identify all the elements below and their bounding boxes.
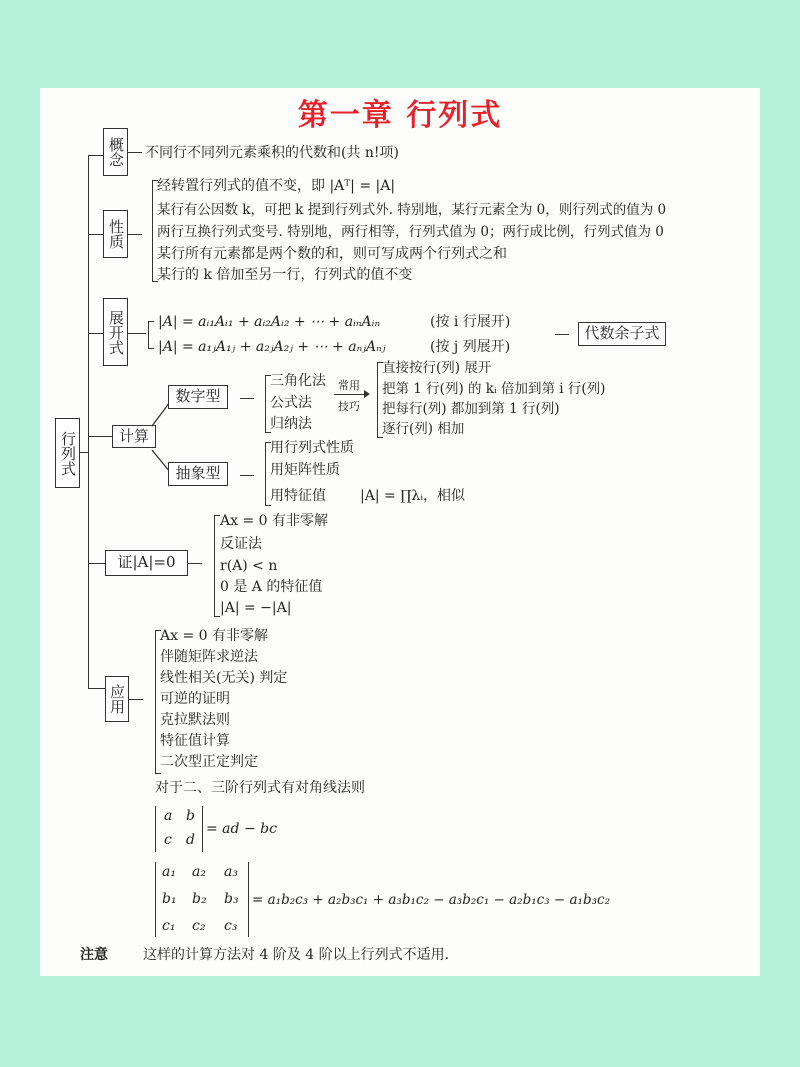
- property-item: 两行互换行列式变号. 特别地，两行相等，行列式值为 0；两行成比例，行列式值为 0: [157, 224, 664, 240]
- numeric-method: 归纳法: [270, 416, 312, 432]
- connector: [88, 436, 112, 437]
- prove-zero-item: r(A) < n: [220, 558, 278, 574]
- application-node: 应用: [105, 676, 129, 722]
- note-text: 这样的计算方法对 4 阶及 4 阶以上行列式不适用.: [143, 947, 450, 963]
- det-cell: c₂: [192, 918, 206, 934]
- concept-text: 不同行不同列元素乘积的代数和(共 n!项): [145, 145, 400, 161]
- property-item: 某行有公因数 k，可把 k 提到行列式外. 特别地，某行元素全为 0，则行列式的值为 0: [157, 202, 667, 218]
- row-expansion-note: (按 i 行展开): [430, 314, 511, 330]
- determinant-3x3: [155, 862, 249, 937]
- properties-node: 性质: [103, 210, 128, 258]
- property-item: 某行所有元素都是两个数的和，则可写成两个行列式之和: [157, 246, 507, 262]
- prove-zero-item: 0 是 A 的特征值: [220, 579, 323, 595]
- numeric-type-node: 数字型: [168, 385, 228, 409]
- column-expansion-formula: |A| = a₁ⱼA₁ⱼ + a₂ⱼA₂ⱼ + ⋯ + aₙⱼAₙⱼ: [158, 339, 386, 355]
- application-item: 线性相关(无关) 判定: [160, 670, 288, 686]
- application-item: 克拉默法则: [160, 712, 230, 728]
- connector: [129, 699, 143, 700]
- det-cell: c: [164, 832, 172, 848]
- abstract-method: 用行列式性质: [270, 440, 354, 456]
- det3-result: = a₁b₂c₃ + a₂b₃c₁ + a₃b₁c₂ − a₃b₂c₁ − a₂b₁c₃ − a₁b₃c₂: [252, 892, 610, 908]
- trick-item: 把第 1 行(列) 的 kᵢ 倍加到第 i 行(列): [382, 381, 606, 397]
- arrow-label-bottom: 技巧: [338, 400, 360, 413]
- expansion-node: 展开式: [103, 298, 128, 366]
- calculation-node: 计算: [112, 425, 156, 448]
- det-cell: b₁: [162, 891, 177, 907]
- connector: [128, 234, 142, 235]
- eigen-formula: |A| = ∏λᵢ，相似: [360, 488, 466, 504]
- column-expansion-note: (按 j 列展开): [430, 339, 511, 355]
- det-cell: a₁: [162, 864, 176, 880]
- det-cell: b₂: [192, 891, 207, 907]
- connector: [555, 334, 569, 335]
- application-item: 二次型正定判定: [160, 754, 258, 770]
- application-item: 可逆的证明: [160, 691, 230, 707]
- prove-zero-item: |A| = −|A|: [220, 600, 292, 616]
- det-cell: c₃: [224, 918, 238, 934]
- abstract-method: 用矩阵性质: [270, 462, 340, 478]
- arrowhead-icon: [364, 390, 370, 398]
- det-cell: b₃: [224, 891, 239, 907]
- application-item: 特征值计算: [160, 733, 230, 749]
- arrow-icon: [334, 394, 368, 395]
- prove-zero-item: Ax = 0 有非零解: [220, 513, 328, 529]
- connector: [88, 155, 103, 156]
- connector: [80, 452, 88, 453]
- trick-item: 把每行(列) 都加到第 1 行(列): [382, 401, 560, 417]
- prove-zero-item: 反证法: [220, 536, 262, 552]
- trick-item: 逐行(列) 相加: [382, 421, 465, 437]
- trick-item: 直接按行(列) 展开: [382, 360, 492, 376]
- det-cell: d: [186, 832, 195, 848]
- abstract-type-node: 抽象型: [168, 462, 228, 486]
- numeric-method: 三角化法: [270, 373, 326, 389]
- cofactor-node: 代数余子式: [578, 322, 666, 346]
- row-expansion-formula: |A| = aᵢ₁Aᵢ₁ + aᵢ₂Aᵢ₂ + ⋯ + aᵢₙAᵢₙ: [158, 314, 381, 330]
- property-item: 经转置行列式的值不变，即 |Aᵀ| = |A|: [157, 178, 396, 194]
- prove-zero-node: 证|A|=0: [105, 550, 188, 576]
- root-node: 行列式: [55, 418, 80, 488]
- note-label: 注意: [80, 947, 108, 963]
- det-cell: a₂: [192, 864, 206, 880]
- det2-result: = ad − bc: [206, 821, 277, 837]
- numeric-method: 公式法: [270, 395, 312, 411]
- det-cell: a: [164, 808, 173, 824]
- bracket: [148, 321, 154, 349]
- application-item: Ax = 0 有非零解: [160, 628, 268, 644]
- page-title: 第一章 行列式: [297, 98, 503, 133]
- connector: [188, 563, 202, 564]
- connector: [128, 333, 146, 334]
- connector: [88, 563, 105, 564]
- det-cell: a₃: [224, 864, 238, 880]
- connector: [240, 398, 254, 399]
- det-cell: b: [186, 808, 195, 824]
- diagonal-rule-heading: 对于二、三阶行列式有对角线法则: [155, 780, 365, 796]
- connector: [88, 234, 103, 235]
- concept-node: 概念: [103, 128, 128, 176]
- det-cell: c₁: [162, 918, 176, 934]
- application-item: 伴随矩阵求逆法: [160, 649, 258, 665]
- connector: [88, 333, 103, 334]
- abstract-method: 用特征值: [270, 488, 326, 504]
- connector: [88, 688, 105, 689]
- connector: [240, 475, 254, 476]
- determinant-2x2: [155, 806, 203, 852]
- connector: [128, 152, 142, 153]
- arrow-label-top: 常用: [338, 379, 360, 392]
- property-item: 某行的 k 倍加至另一行，行列式的值不变: [157, 267, 413, 283]
